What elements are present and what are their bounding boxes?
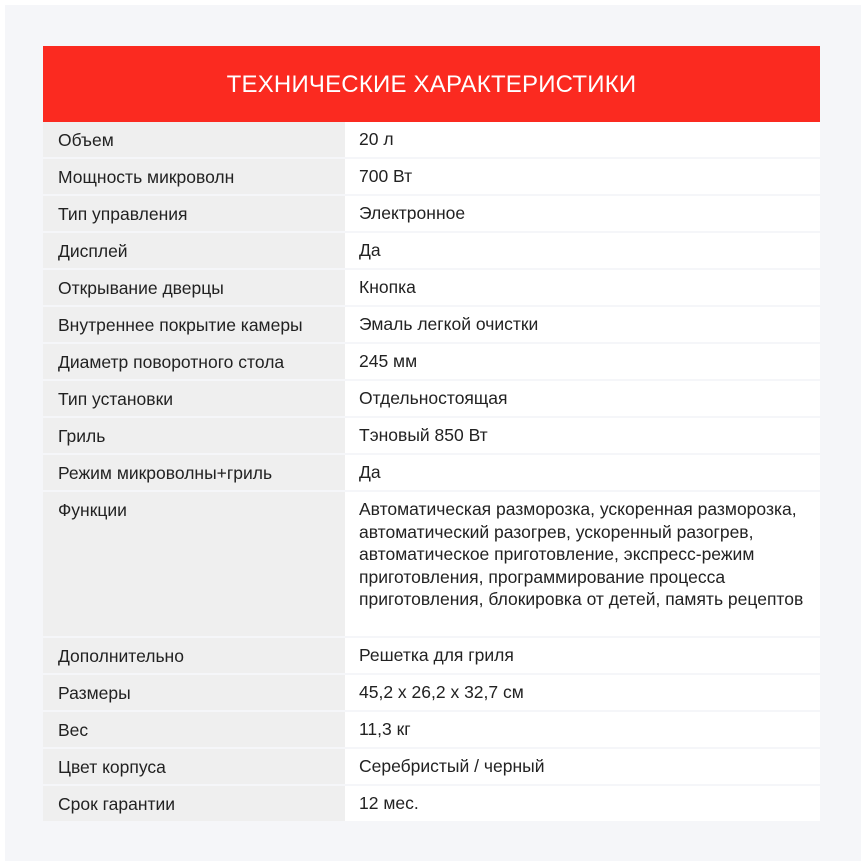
spec-label: Тип установки (43, 381, 345, 416)
spec-row-grill (43, 418, 820, 453)
spec-label: Функции (43, 492, 345, 636)
spec-label: Объем (43, 122, 345, 157)
spec-row-display (43, 233, 820, 268)
spec-label: Мощность микроволн (43, 159, 345, 194)
spec-value: Серебристый / черный (345, 749, 820, 784)
specifications-card (43, 46, 820, 821)
spec-value: 20 л (345, 122, 820, 157)
spec-label: Вес (43, 712, 345, 747)
spec-value: Кнопка (345, 270, 820, 305)
spec-label: Диаметр поворотного стола (43, 344, 345, 379)
spec-row-warranty (43, 786, 820, 821)
spec-row-weight (43, 712, 820, 747)
spec-value: 245 мм (345, 344, 820, 379)
spec-value: Электронное (345, 196, 820, 231)
specifications-header (43, 46, 820, 122)
spec-row-functions (43, 492, 820, 636)
specifications-table (43, 122, 820, 821)
spec-value: 45,2 x 26,2 x 32,7 см (345, 675, 820, 710)
spec-value: Тэновый 850 Вт (345, 418, 820, 453)
spec-row-additional (43, 638, 820, 673)
spec-row-microwave-power (43, 159, 820, 194)
spec-row-control-type (43, 196, 820, 231)
spec-row-volume (43, 122, 820, 157)
spec-label: Открывание дверцы (43, 270, 345, 305)
spec-value: Эмаль легкой очистки (345, 307, 820, 342)
spec-label: Дополнительно (43, 638, 345, 673)
specifications-title: ТЕХНИЧЕСКИЕ ХАРАКТЕРИСТИКИ (226, 71, 637, 98)
spec-value: 700 Вт (345, 159, 820, 194)
spec-value: Отдельностоящая (345, 381, 820, 416)
spec-row-interior-coating (43, 307, 820, 342)
spec-row-door-opening (43, 270, 820, 305)
spec-row-microwave-grill-mode (43, 455, 820, 490)
spec-label: Цвет корпуса (43, 749, 345, 784)
spec-label: Гриль (43, 418, 345, 453)
spec-label: Размеры (43, 675, 345, 710)
spec-label: Режим микроволны+гриль (43, 455, 345, 490)
spec-value: Да (345, 455, 820, 490)
spec-value: Да (345, 233, 820, 268)
spec-value: Автоматическая разморозка, ускоренная разморозка, автоматический разогрев, ускоренный разогрев, автоматическое приготовление, экспресс-режим приготовления, программирование процесса приготовления, блокировка от детей, память рецептов (345, 492, 820, 636)
spec-value: 12 мес. (345, 786, 820, 821)
spec-row-installation-type (43, 381, 820, 416)
spec-label: Тип управления (43, 196, 345, 231)
spec-value: Решетка для гриля (345, 638, 820, 673)
spec-row-turntable-diameter (43, 344, 820, 379)
spec-value: 11,3 кг (345, 712, 820, 747)
spec-label: Дисплей (43, 233, 345, 268)
spec-row-body-color (43, 749, 820, 784)
spec-row-dimensions (43, 675, 820, 710)
spec-label: Срок гарантии (43, 786, 345, 821)
spec-label: Внутреннее покрытие камеры (43, 307, 345, 342)
